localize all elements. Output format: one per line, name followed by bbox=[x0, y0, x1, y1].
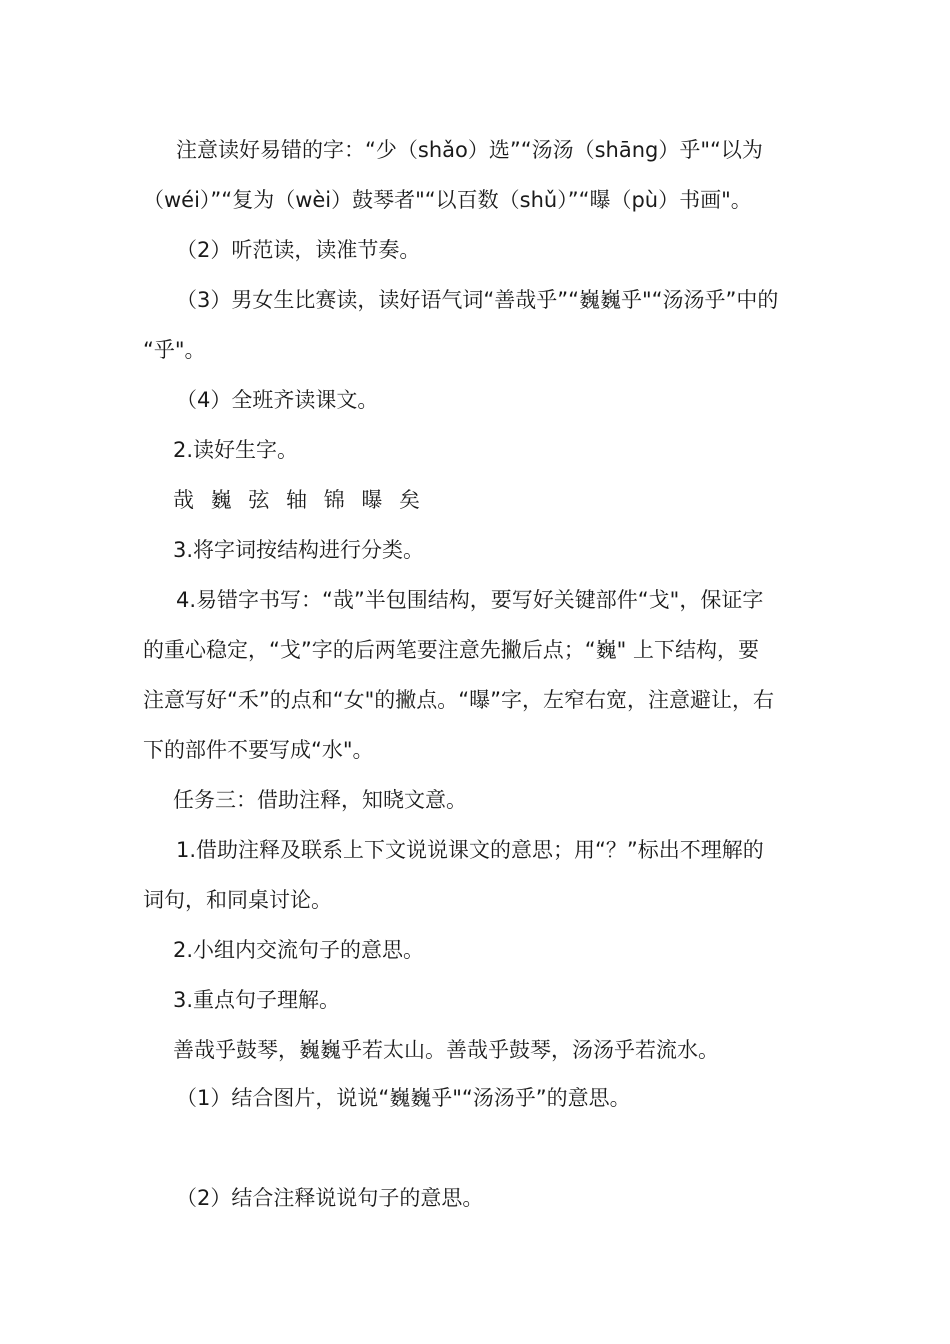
paragraph-line-17: 2.小组内交流句子的意思。 bbox=[173, 938, 425, 962]
paragraph-line-18: 3.重点句子理解。 bbox=[173, 988, 341, 1012]
paragraph-line-2: （wéi）”“复为（wèi）鼓琴者"“以百数（shǔ）”“曝（pù）书画"。 bbox=[143, 188, 752, 212]
paragraph-line-16: 词句，和同桌讨论。 bbox=[143, 888, 332, 912]
paragraph-line-1: 注意读好易错的字：“少（shǎo）选”“汤汤（shāng）乎"“以为 bbox=[176, 138, 763, 162]
paragraph-line-12: 注意写好“禾”的点和“女"的撇点。“曝”字，左窄右宽，注意避让，右 bbox=[143, 688, 775, 712]
task-heading: 任务三：借助注释，知晓文意。 bbox=[173, 788, 467, 812]
paragraph-line-13: 下的部件不要写成“水"。 bbox=[143, 738, 374, 762]
paragraph-line-6: （4）全班齐读课文。 bbox=[176, 388, 379, 412]
paragraph-line-20: （1）结合图片，说说“巍巍乎"“汤汤乎”的意思。 bbox=[176, 1086, 631, 1110]
character-list: 哉 巍 弦 轴 锦 曝 矣 bbox=[173, 488, 421, 512]
paragraph-line-3: （2）听范读，读准节奏。 bbox=[176, 238, 421, 262]
paragraph-line-21: （2）结合注释说说句子的意思。 bbox=[176, 1186, 484, 1210]
key-sentence: 善哉乎鼓琴，巍巍乎若太山。善哉乎鼓琴，汤汤乎若流水。 bbox=[173, 1038, 719, 1062]
paragraph-line-11: 的重心稳定，“戈”字的后两笔要注意先撇后点；“巍" 上下结构，要 bbox=[143, 638, 759, 662]
paragraph-line-5: “乎"。 bbox=[143, 338, 206, 362]
paragraph-line-15: 1.借助注释及联系上下文说说课文的意思；用“？”标出不理解的 bbox=[176, 838, 764, 862]
paragraph-line-4: （3）男女生比赛读，读好语气词“善哉乎”“巍巍乎"“汤汤乎”中的 bbox=[176, 288, 779, 312]
paragraph-line-9: 3.将字词按结构进行分类。 bbox=[173, 538, 425, 562]
paragraph-line-10: 4.易错字书写：“哉”半包围结构，要写好关键部件“戈"，保证字 bbox=[176, 588, 764, 612]
paragraph-line-7: 2.读好生字。 bbox=[173, 438, 299, 462]
